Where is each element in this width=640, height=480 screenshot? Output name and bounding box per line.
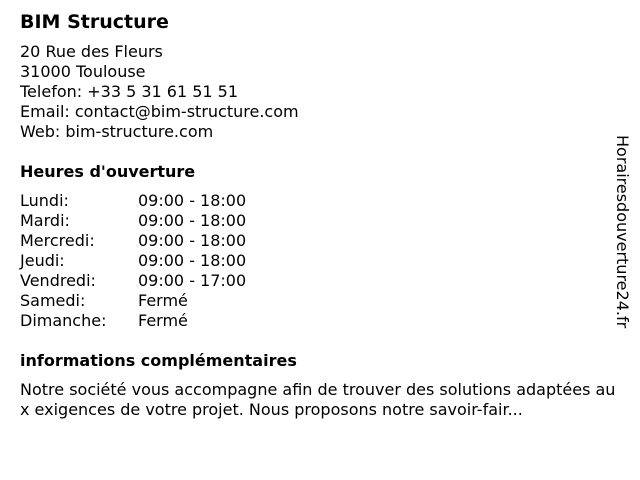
additional-info-title: informations complémentaires	[20, 351, 297, 370]
hours-row-thursday	[20, 251, 620, 271]
address-line-1: 20 Rue des Fleurs	[20, 42, 163, 61]
hours-row-wednesday	[20, 231, 620, 251]
day-label: Mardi:	[20, 211, 70, 230]
hours-value: 09:00 - 18:00	[138, 251, 247, 270]
business-name: BIM Structure	[20, 11, 169, 33]
site-watermark: Horairesdouverture24.fr	[613, 135, 632, 329]
hours-value: Fermé	[138, 311, 188, 330]
address-line-2: 31000 Toulouse	[20, 62, 146, 81]
day-label: Jeudi:	[20, 251, 65, 270]
hours-row-monday	[20, 191, 620, 211]
day-label: Lundi:	[20, 191, 69, 210]
additional-info-text: Notre société vous accompagne afin de trouver des solutions adaptées aux exigences de votre projet. Nous proposons notre savoir-fair...	[20, 380, 616, 419]
hours-value: 09:00 - 18:00	[138, 211, 247, 230]
hours-value: 09:00 - 18:00	[138, 231, 247, 250]
day-label: Dimanche:	[20, 311, 107, 330]
email-address: Email: contact@bim-structure.com	[20, 102, 299, 121]
hours-row-sunday	[20, 311, 620, 331]
hours-row-friday	[20, 271, 620, 291]
business-card	[20, 10, 620, 420]
hours-value: Fermé	[138, 291, 188, 310]
hours-row-tuesday	[20, 211, 620, 231]
hours-row-saturday	[20, 291, 620, 311]
day-label: Mercredi:	[20, 231, 95, 250]
opening-hours-title: Heures d'ouverture	[20, 162, 196, 181]
day-label: Samedi:	[20, 291, 86, 310]
phone-number: Telefon: +33 5 31 61 51 51	[20, 82, 239, 101]
hours-value: 09:00 - 18:00	[138, 191, 247, 210]
day-label: Vendredi:	[20, 271, 96, 290]
hours-value: 09:00 - 17:00	[138, 271, 247, 290]
website: Web: bim-structure.com	[20, 122, 214, 141]
